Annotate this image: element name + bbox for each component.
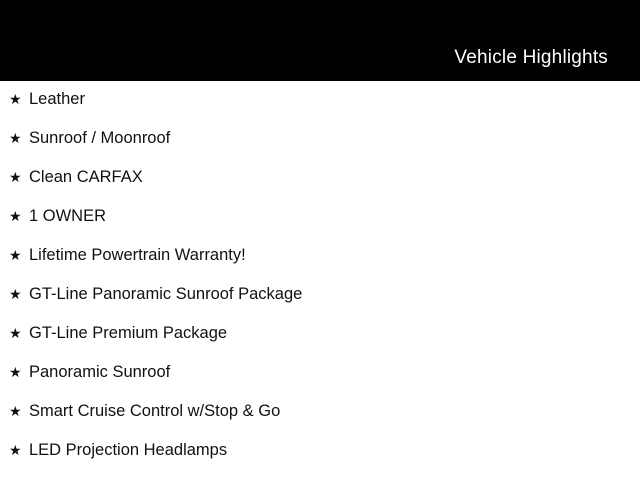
list-item — [0, 208, 640, 247]
list-item — [0, 91, 640, 130]
list-item-label: Smart Cruise Control w/Stop & Go — [29, 402, 281, 420]
highlights-list — [0, 81, 640, 481]
star-icon: ★ — [9, 91, 22, 107]
list-item — [0, 286, 640, 325]
star-icon: ★ — [9, 403, 22, 419]
list-item-label: GT-Line Panoramic Sunroof Package — [29, 285, 303, 303]
star-icon: ★ — [9, 442, 22, 458]
list-item — [0, 169, 640, 208]
list-item — [0, 403, 640, 442]
star-icon: ★ — [9, 364, 22, 380]
star-icon: ★ — [9, 325, 22, 341]
star-icon: ★ — [9, 286, 22, 302]
list-item — [0, 130, 640, 169]
list-item-label: Panoramic Sunroof — [29, 363, 171, 381]
list-item-label: Sunroof / Moonroof — [29, 129, 171, 147]
list-item — [0, 364, 640, 403]
star-icon: ★ — [9, 130, 22, 146]
list-item-label: Leather — [29, 90, 85, 108]
star-icon: ★ — [9, 169, 22, 185]
star-icon: ★ — [9, 208, 22, 224]
list-item-label: 1 OWNER — [29, 207, 107, 225]
page-title: Vehicle Highlights — [454, 47, 608, 68]
list-item — [0, 325, 640, 364]
star-icon: ★ — [9, 247, 22, 263]
list-item — [0, 247, 640, 286]
list-item — [0, 442, 640, 481]
list-item-label: Lifetime Powertrain Warranty! — [29, 246, 246, 264]
header-bar — [0, 0, 640, 81]
list-item-label: Clean CARFAX — [29, 168, 143, 186]
list-item-label: GT-Line Premium Package — [29, 324, 228, 342]
list-item-label: LED Projection Headlamps — [29, 441, 228, 459]
